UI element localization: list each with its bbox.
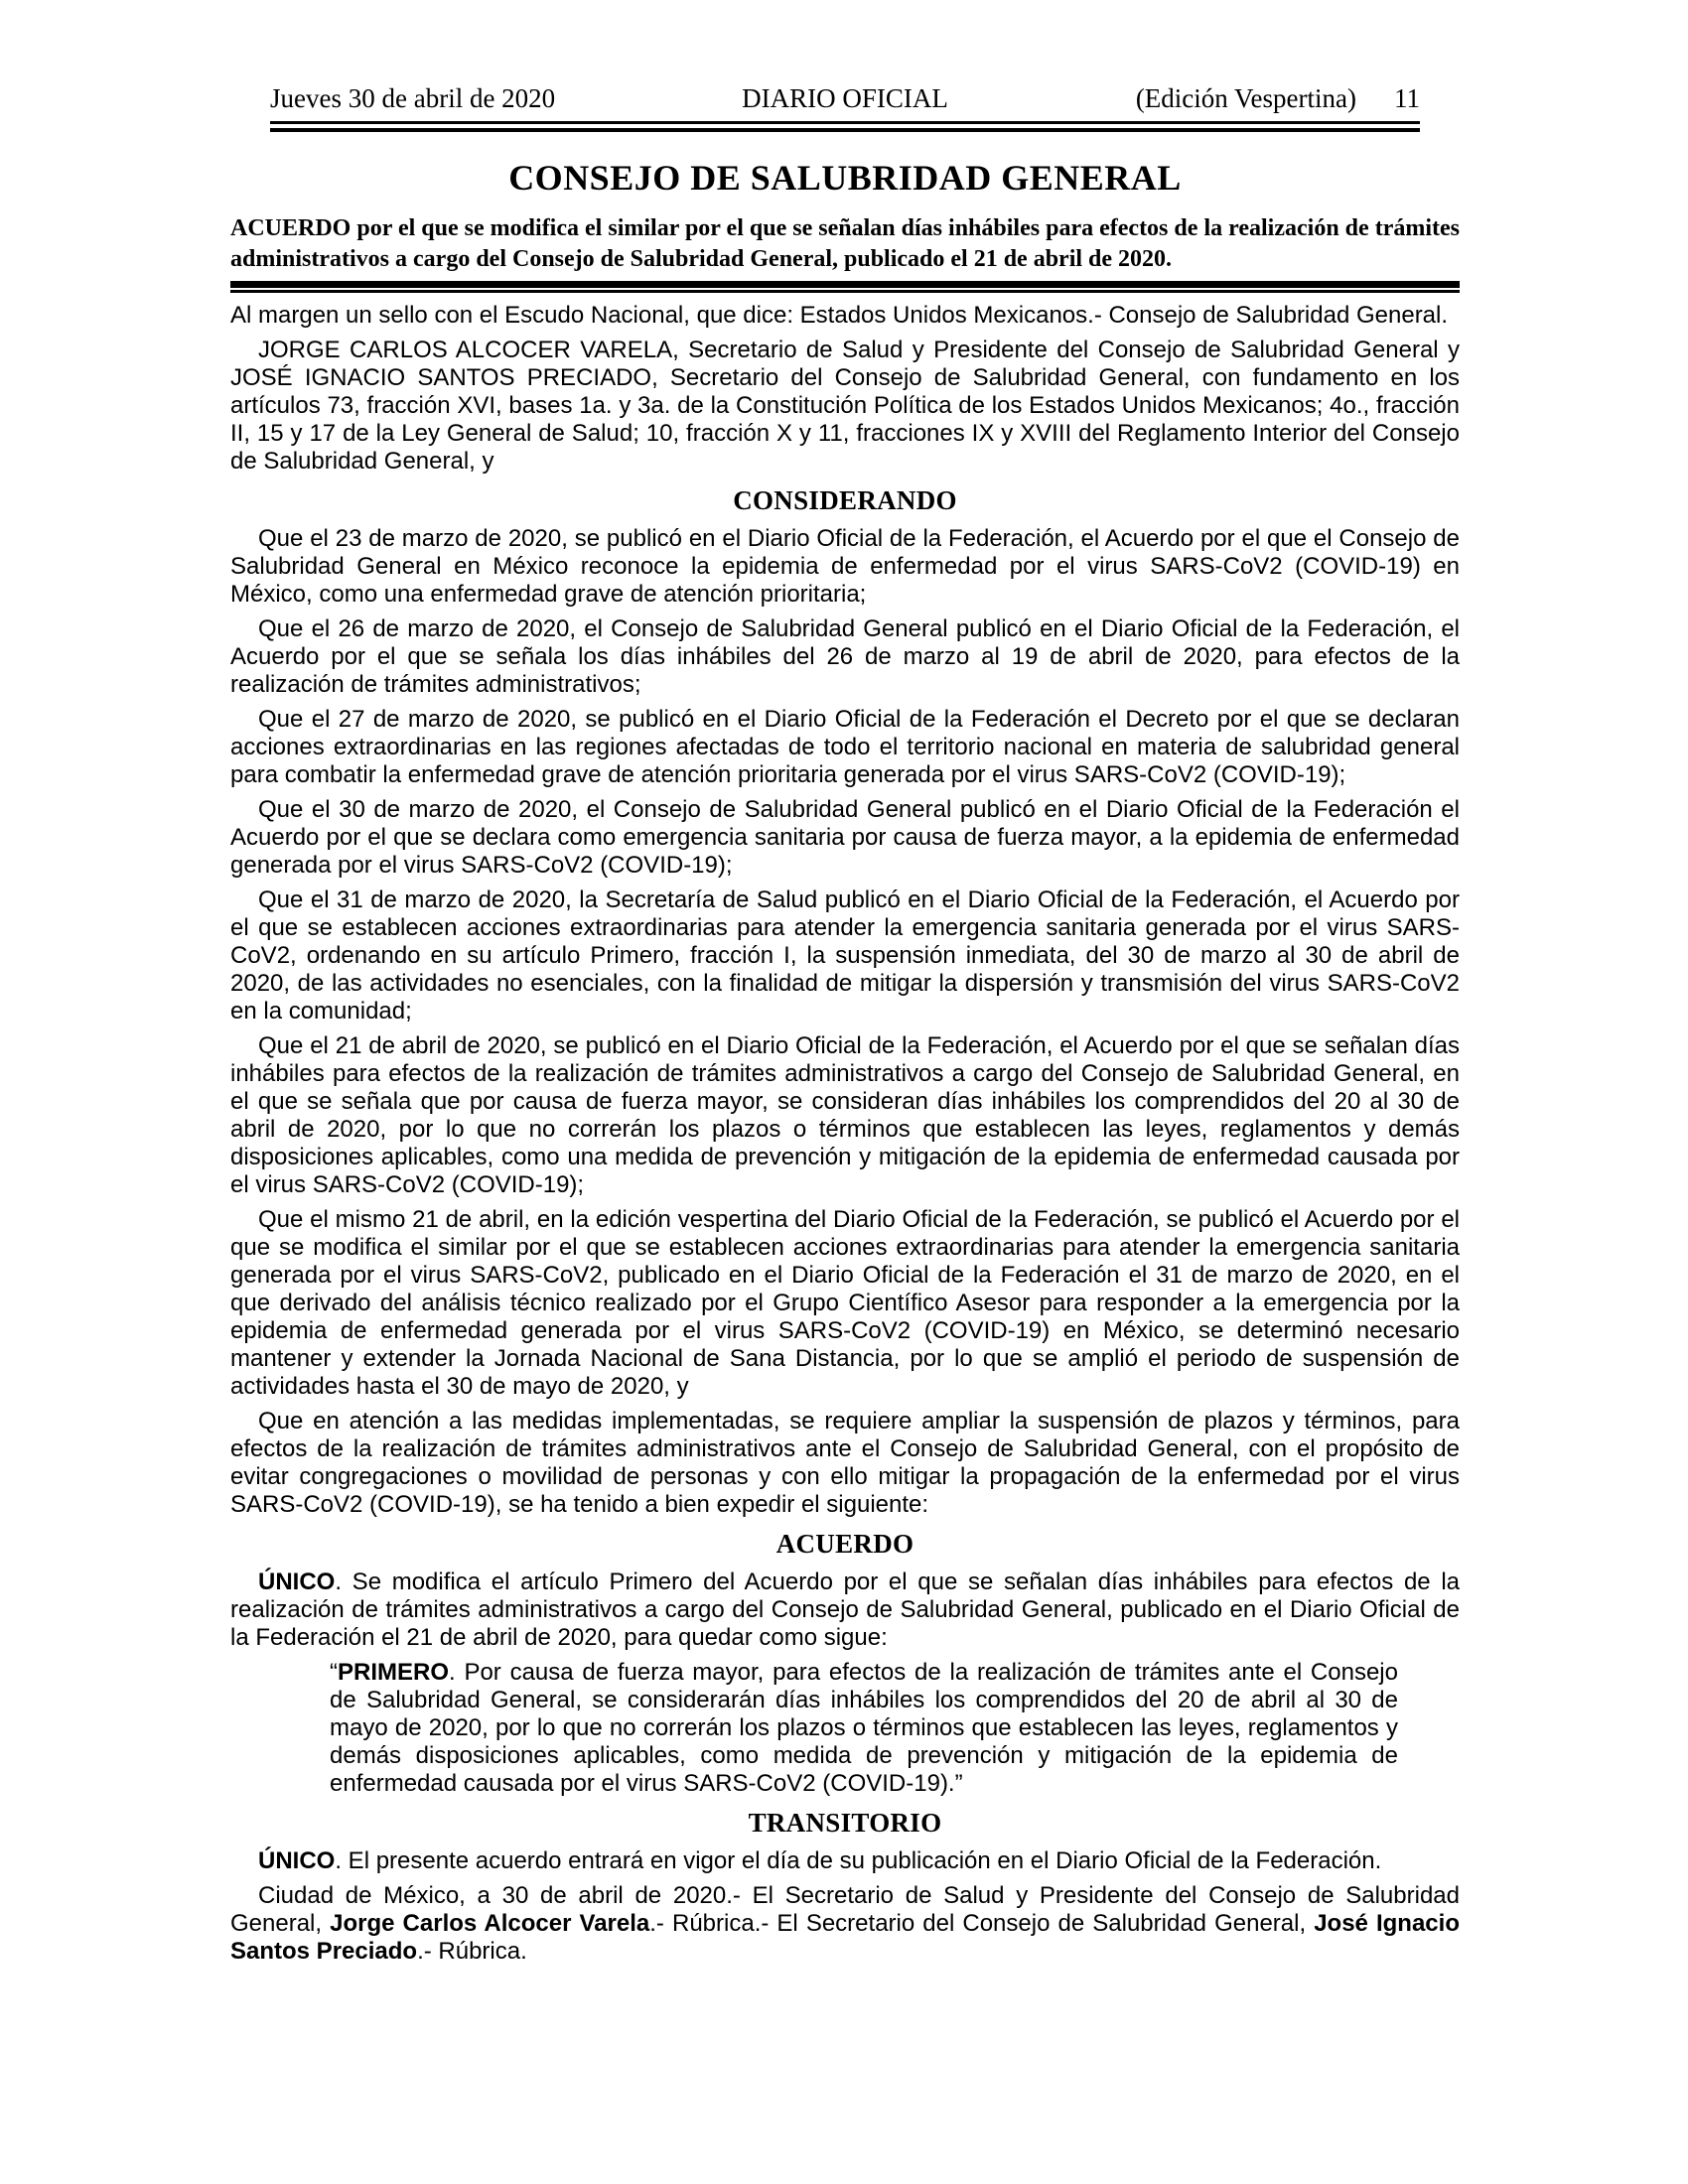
header-double-rule [270, 121, 1420, 132]
considerando-paragraph-2: Que el 26 de marzo de 2020, el Consejo de Salubridad General publicó en el Diario Oficial de la Federación, el Acuerdo por el que se señala los días inhábiles del 26 de marzo al 19 de abril de 2020, para efectos de la realización de trámites administrativos; [230, 615, 1460, 698]
considerando-paragraph-3: Que el 27 de marzo de 2020, se publicó en el Diario Oficial de la Federación el Decreto por el que se declaran acciones extraordinarias en las regiones afectadas de todo el territorio nacional en materia de salubridad general para combatir la enfermedad grave de atención prioritaria generada por el virus SARS-CoV2 (COVID-19); [230, 706, 1460, 788]
unico-acuerdo-paragraph: ÚNICO. Se modifica el artículo Primero del Acuerdo por el que se señalan días inhábiles para efectos de la realización de trámites administrativos a cargo del Consejo de Salubridad General, publicado en el Diario Oficial de la Federación el 21 de abril de 2020, para quedar como sigue: [230, 1569, 1460, 1651]
considerando-paragraph-5: Que el 31 de marzo de 2020, la Secretaría de Salud publicó en el Diario Oficial de la Federación, el Acuerdo por el que se establecen acciones extraordinarias para atender la emergencia sanitaria generada por el virus SARS-CoV2, ordenando en su artículo Primero, fracción I, la suspensión inmediata, del 30 de marzo al 30 de abril de 2020, de las actividades no esenciales, con la finalidad de mitigar la dispersión y transmisión del virus SARS-CoV2 en la comunidad; [230, 887, 1460, 1024]
document-title: CONSEJO DE SALUBRIDAD GENERAL [508, 158, 1182, 198]
document-summary: ACUERDO por el que se modifica el similar por el que se señalan días inhábiles para efectos de la realización de trámites administrativos a cargo del Consejo de Salubridad General, publicado el 21 de abril de 2020. [230, 215, 1460, 272]
primero-quote-block: “PRIMERO. Por causa de fuerza mayor, para efectos de la realización de trámites ante el Consejo de Salubridad General, se considerarán días inhábiles los comprendidos del 20 de abril al 30 de mayo de 2020, por lo que no correrán los plazos o términos que establecen las leyes, reglamentos y demás disposiciones aplicables, como medida de prevención y mitigación de la epidemia de enfermedad causada por el virus SARS-CoV2 (COVID-19).” [330, 1659, 1398, 1797]
considerando-paragraph-4: Que el 30 de marzo de 2020, el Consejo de Salubridad General publicó en el Diario Oficial de la Federación el Acuerdo por el que se declara como emergencia sanitaria por causa de fuerza mayor, a la epidemia de enfermedad generada por el virus SARS-CoV2 (COVID-19); [230, 796, 1460, 879]
considerando-paragraph-7: Que el mismo 21 de abril, en la edición vespertina del Diario Oficial de la Federación, se publicó el Acuerdo por el que se modifica el similar por el que se establecen acciones extraordinarias para atender la emergencia sanitaria generada por el virus SARS-CoV2, publicado en el Diario Oficial de la Federación el 31 de marzo de 2020, en el que derivado del análisis técnico realizado por el Grupo Científico Asesor para responder a la emergencia por la epidemia de enfermedad generada por el virus SARS-CoV2 (COVID-19) en México, se determinó necesario mantener y extender la Jornada Nacional de Sana Distancia, por lo que se amplió el periodo de suspensión de actividades hasta el 30 de mayo de 2020, y [230, 1206, 1460, 1400]
section-heading-considerando: CONSIDERANDO [733, 485, 957, 515]
page-header [270, 0, 1420, 132]
header-publication-name: DIARIO OFICIAL [742, 83, 948, 113]
preamble-paragraph: JORGE CARLOS ALCOCER VARELA, Secretario de Salud y Presidente del Consejo de Salubridad General y JOSÉ IGNACIO SANTOS PRECIADO, Secretario del Consejo de Salubridad General, con fundamento en los artículos 73, fracción XVI, bases 1a. y 3a. de la Constitución Política de los Estados Unidos Mexicanos; 4o., fracción II, 15 y 17 de la Ley General de Salud; 10, fracción X y 11, fracciones IX y XVIII del Reglamento Interior del Consejo de Salubridad General, y [230, 337, 1460, 475]
section-heading-transitorio: TRANSITORIO [748, 1808, 942, 1838]
considerando-paragraph-1: Que el 23 de marzo de 2020, se publicó en el Diario Oficial de la Federación, el Acuerdo por el que el Consejo de Salubridad General en México reconoce la epidemia de enfermedad por el virus SARS-CoV2 (COVID-19) en México, como una enfermedad grave de atención prioritaria; [230, 525, 1460, 608]
header-date: Jueves 30 de abril de 2020 [270, 83, 556, 113]
header-edition-label: (Edición Vespertina) [1135, 83, 1356, 113]
al-margen-paragraph: Al margen un sello con el Escudo Nacional, que dice: Estados Unidos Mexicanos.- Consejo de Salubridad General. [230, 302, 1449, 329]
summary-double-rule [230, 281, 1460, 293]
page-header-row [270, 83, 1420, 113]
considerando-paragraph-8: Que en atención a las medidas implementadas, se requiere ampliar la suspensión de plazos y términos, para efectos de la realización de trámites administrativos ante el Consejo de Salubridad General, con el propósito de evitar congregaciones o movilidad de personas y con ello mitigar la propagación de la enfermedad por el virus SARS-CoV2 (COVID-19), se ha tenido a bien expedir el siguiente: [230, 1408, 1460, 1518]
considerando-paragraph-6: Que el 21 de abril de 2020, se publicó en el Diario Oficial de la Federación, el Acuerdo por el que se señalan días inhábiles para efectos de la realización de trámites administrativos a cargo del Consejo de Salubridad General, en el que se señala que por causa de fuerza mayor, se consideran días inhábiles los comprendidos del 20 al 30 de abril de 2020, por lo que no correrán los plazos o términos que establecen las leyes, reglamentos y demás disposiciones aplicables, como una medida de prevención y mitigación de la epidemia de enfermedad causada por el virus SARS-CoV2 (COVID-19); [230, 1032, 1460, 1198]
unico-transitorio-paragraph: ÚNICO. El presente acuerdo entrará en vigor el día de su publicación en el Diario Oficial de la Federación. [258, 1847, 1382, 1874]
section-heading-acuerdo: ACUERDO [775, 1529, 914, 1559]
header-edition-info [1136, 83, 1420, 113]
header-page-number: 11 [1394, 83, 1420, 113]
signature-paragraph: Ciudad de México, a 30 de abril de 2020.- El Secretario de Salud y Presidente del Consejo de Salubridad General, Jorge Carlos Alcocer Varela.- Rúbrica.- El Secretario del Consejo de Salubridad General, José Ignacio Santos Preciado.- Rúbrica. [230, 1882, 1460, 1965]
document-body [230, 156, 1460, 1966]
